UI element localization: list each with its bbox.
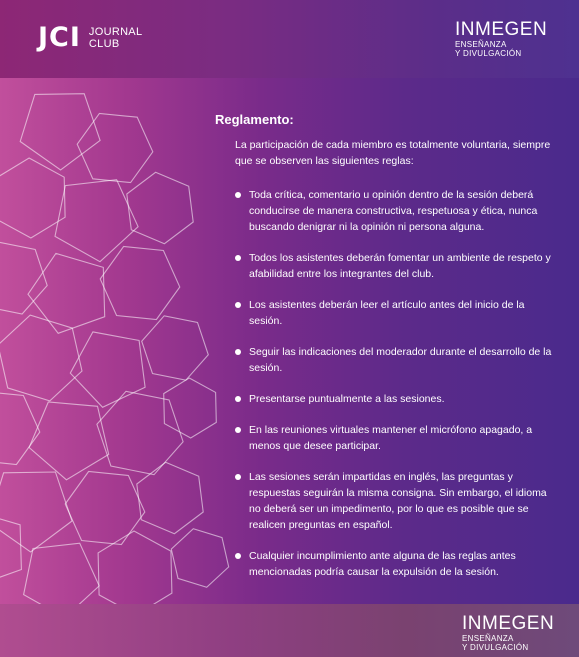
hexagon-shape	[142, 316, 209, 380]
hexagon-shape	[0, 472, 72, 552]
bullet-icon	[235, 302, 241, 308]
rule-item	[215, 391, 555, 407]
jci-logo-text	[89, 26, 142, 50]
jci-logo-mark: JCI	[38, 22, 81, 53]
rule-item	[215, 297, 555, 329]
hexagon-pattern-graphic	[0, 78, 230, 604]
bullet-icon	[235, 349, 241, 355]
bullet-icon	[235, 255, 241, 261]
rules-intro: La participación de cada miembro es totalmente voluntaria, siempre que se observen las siguientes reglas:	[235, 139, 551, 167]
rules-list	[215, 187, 555, 580]
hexagon-shape	[0, 315, 82, 401]
hexagon-shape	[127, 172, 193, 243]
hexagon-shape	[29, 402, 109, 480]
rule-text: Las sesiones serán impartidas en inglés, las preguntas y respuestas seguirán la misma consigna. Sin embargo, el idioma no deberá ser un impedimento, por lo que es posible que se realicen preguntas en español.	[249, 471, 547, 531]
rule-text: Toda crítica, comentario u opinión dentro de la sesión deberá conducirse de manera constructiva, respetuosa y ética, nunca buscando denigrar ni la opinión ni persona alguna.	[249, 189, 538, 233]
rules-section	[215, 112, 555, 595]
hexagon-shape	[20, 94, 100, 170]
rule-text: Seguir las indicaciones del moderador durante el desarrollo de la sesión.	[249, 346, 552, 374]
bullet-icon	[235, 553, 241, 559]
hexagon-shape	[24, 543, 100, 604]
rule-item	[215, 187, 555, 235]
rule-item	[215, 344, 555, 376]
inmegen-logo-footer	[462, 614, 554, 652]
inmegen-sub-line1: ENSEÑANZA	[455, 40, 507, 49]
hexagon-shape	[77, 113, 153, 182]
bullet-icon	[235, 396, 241, 402]
rule-text: En las reuniones virtuales mantener el micrófono apagado, a menos que desee participar.	[249, 424, 533, 452]
footer-band	[0, 604, 579, 657]
rule-item	[215, 250, 555, 282]
hexagon-shape	[0, 158, 65, 238]
rule-text: Cualquier incumplimiento ante alguna de las reglas antes mencionadas podría causar la expulsión de la sesión.	[249, 550, 516, 578]
inmegen-logo-header	[455, 20, 547, 58]
hexagon-shape	[0, 392, 40, 465]
rule-text: Todos los asistentes deberán fomentar un ambiente de respeto y afabilidad entre los integrantes del club.	[249, 252, 551, 280]
rule-item	[215, 469, 555, 533]
bullet-icon	[235, 474, 241, 480]
jci-logo-club: CLUB	[88, 37, 120, 50]
inmegen-logo-title: INMEGEN	[455, 19, 548, 40]
jci-logo-journal: JOURNAL	[88, 25, 143, 38]
hexagon-shape	[28, 253, 105, 333]
inmegen-logo-title: INMEGEN	[462, 613, 555, 634]
inmegen-logo-subtitle	[462, 634, 554, 652]
hexagon-shape	[98, 531, 172, 604]
hexagon-shape	[65, 472, 145, 545]
jci-journal-club-logo	[38, 24, 142, 51]
bullet-icon	[235, 192, 241, 198]
hexagon-shape	[100, 247, 180, 320]
rule-text: Los asistentes deberán leer el artículo antes del inicio de la sesión.	[249, 299, 525, 327]
inmegen-sub-line2: Y DIVULGACIÓN	[455, 49, 522, 58]
hexagon-shape	[55, 180, 138, 262]
rule-text: Presentarse puntualmente a las sesiones.	[249, 393, 445, 405]
hexagon-shape	[0, 242, 47, 314]
rule-item	[215, 548, 555, 580]
inmegen-logo-subtitle	[455, 40, 547, 58]
inmegen-sub-line1: ENSEÑANZA	[462, 634, 514, 643]
molecular-hexagon-pattern	[0, 78, 230, 604]
bullet-icon	[235, 427, 241, 433]
inmegen-sub-line2: Y DIVULGACIÓN	[462, 643, 529, 652]
rule-item	[215, 422, 555, 454]
hexagon-shape	[0, 512, 21, 584]
header-band	[0, 0, 579, 78]
rules-heading: Reglamento:	[215, 112, 294, 127]
